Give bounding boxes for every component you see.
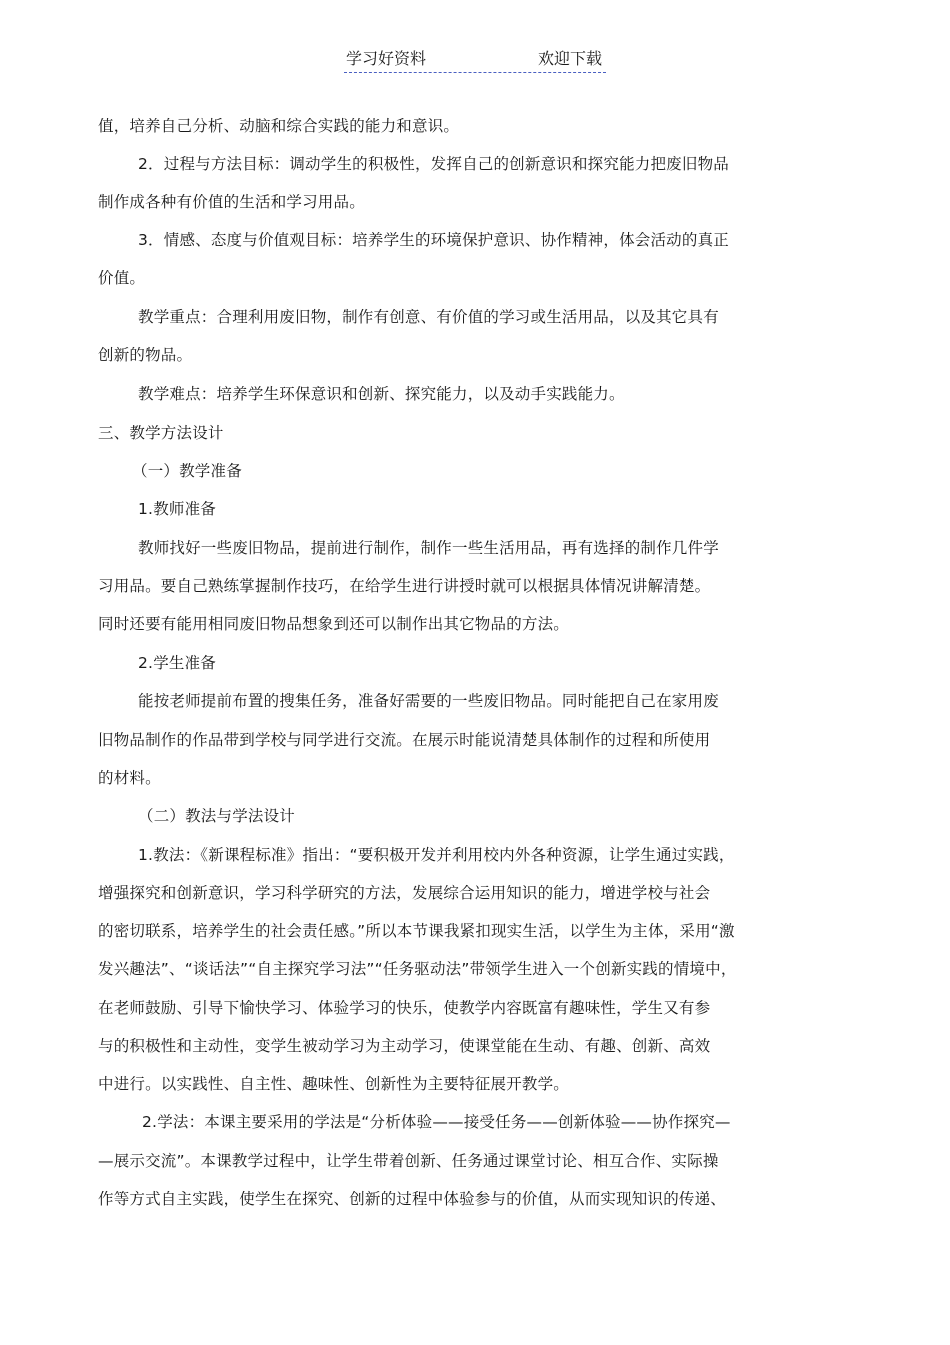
text-line: 能按老师提前布置的搜集任务，准备好需要的一些废旧物品。同时能把自己在家用废 — [138, 692, 719, 710]
subsection-heading: （一）教学准备 — [132, 462, 242, 480]
text-line: 习用品。要自己熟练掌握制作技巧，在给学生进行讲授时就可以根据具体情况讲解清楚。 — [98, 577, 711, 595]
text-line: 3．情感、态度与价值观目标：培养学生的环境保护意识、协作精神，体会活动的真正 — [138, 231, 729, 249]
text-line: 价值。 — [98, 269, 146, 287]
text-line: 与的积极性和主动性，变学生被动学习为主动学习，使课堂能在生动、有趣、创新、高效 — [98, 1037, 711, 1055]
text-line: 在老师鼓励、引导下愉快学习、体验学习的快乐，使教学内容既富有趣味性，学生又有参 — [98, 999, 711, 1017]
text-line: 发兴趣法”、“谈话法”“自主探究学习法”“任务驱动法”带领学生进入一个创新实践的情境中， — [98, 960, 737, 978]
text-line: 2.学法：本课主要采用的学法是“分析体验——接受任务——创新体验——协作探究— — [142, 1113, 731, 1131]
text-line: 增强探究和创新意识，学习科学研究的方法，发展综合运用知识的能力，增进学校与社会 — [98, 884, 711, 902]
text-line: 中进行。以实践性、自主性、趣味性、创新性为主要特征展开教学。 — [98, 1075, 570, 1093]
text-line: 同时还要有能用相同废旧物品想象到还可以制作出其它物品的方法。 — [98, 615, 570, 633]
header-left-text: 学习好资料 — [346, 49, 427, 68]
text-line: 制作成各种有价值的生活和学习用品。 — [98, 193, 365, 211]
text-line: 教学难点：培养学生环保意识和创新、探究能力，以及动手实践能力。 — [138, 385, 625, 403]
text-line: 的密切联系，培养学生的社会责任感。”所以本节课我紧扣现实生活，以学生为主体，采用“激 — [98, 922, 735, 940]
item-heading: 2.学生准备 — [138, 654, 216, 672]
text-line: 教师找好一些废旧物品，提前进行制作，制作一些生活用品，再有选择的制作几件学 — [138, 539, 719, 557]
subsection-heading: （二）教法与学法设计 — [138, 807, 296, 825]
item-heading: 1.教师准备 — [138, 500, 216, 518]
text-line: 2．过程与方法目标：调动学生的积极性，发挥自己的创新意识和探究能力把废旧物品 — [138, 155, 729, 173]
section-heading: 三、教学方法设计 — [98, 424, 224, 442]
text-line: 创新的物品。 — [98, 346, 193, 364]
text-line: 值，培养自己分析、动脑和综合实践的能力和意识。 — [98, 117, 460, 135]
text-line: 作等方式自主实践，使学生在探究、创新的过程中体验参与的价值，从而实现知识的传递、 — [98, 1190, 727, 1208]
text-line: —展示交流”。本课教学过程中，让学生带着创新、任务通过课堂讨论、相互合作、实际操 — [98, 1152, 719, 1170]
header-right-text: 欢迎下载 — [537, 49, 602, 68]
text-line: 的材料。 — [98, 769, 161, 787]
text-line: 教学重点：合理利用废旧物，制作有创意、有价值的学习或生活用品，以及其它具有 — [138, 308, 719, 326]
text-line: 旧物品制作的作品带到学校与同学进行交流。在展示时能说清楚具体制作的过程和所使用 — [98, 731, 711, 749]
text-line: 1.教法：《新课程标准》指出：“要积极开发并利用校内外各种资源，让学生通过实践， — [138, 846, 735, 864]
page-header — [344, 48, 606, 73]
